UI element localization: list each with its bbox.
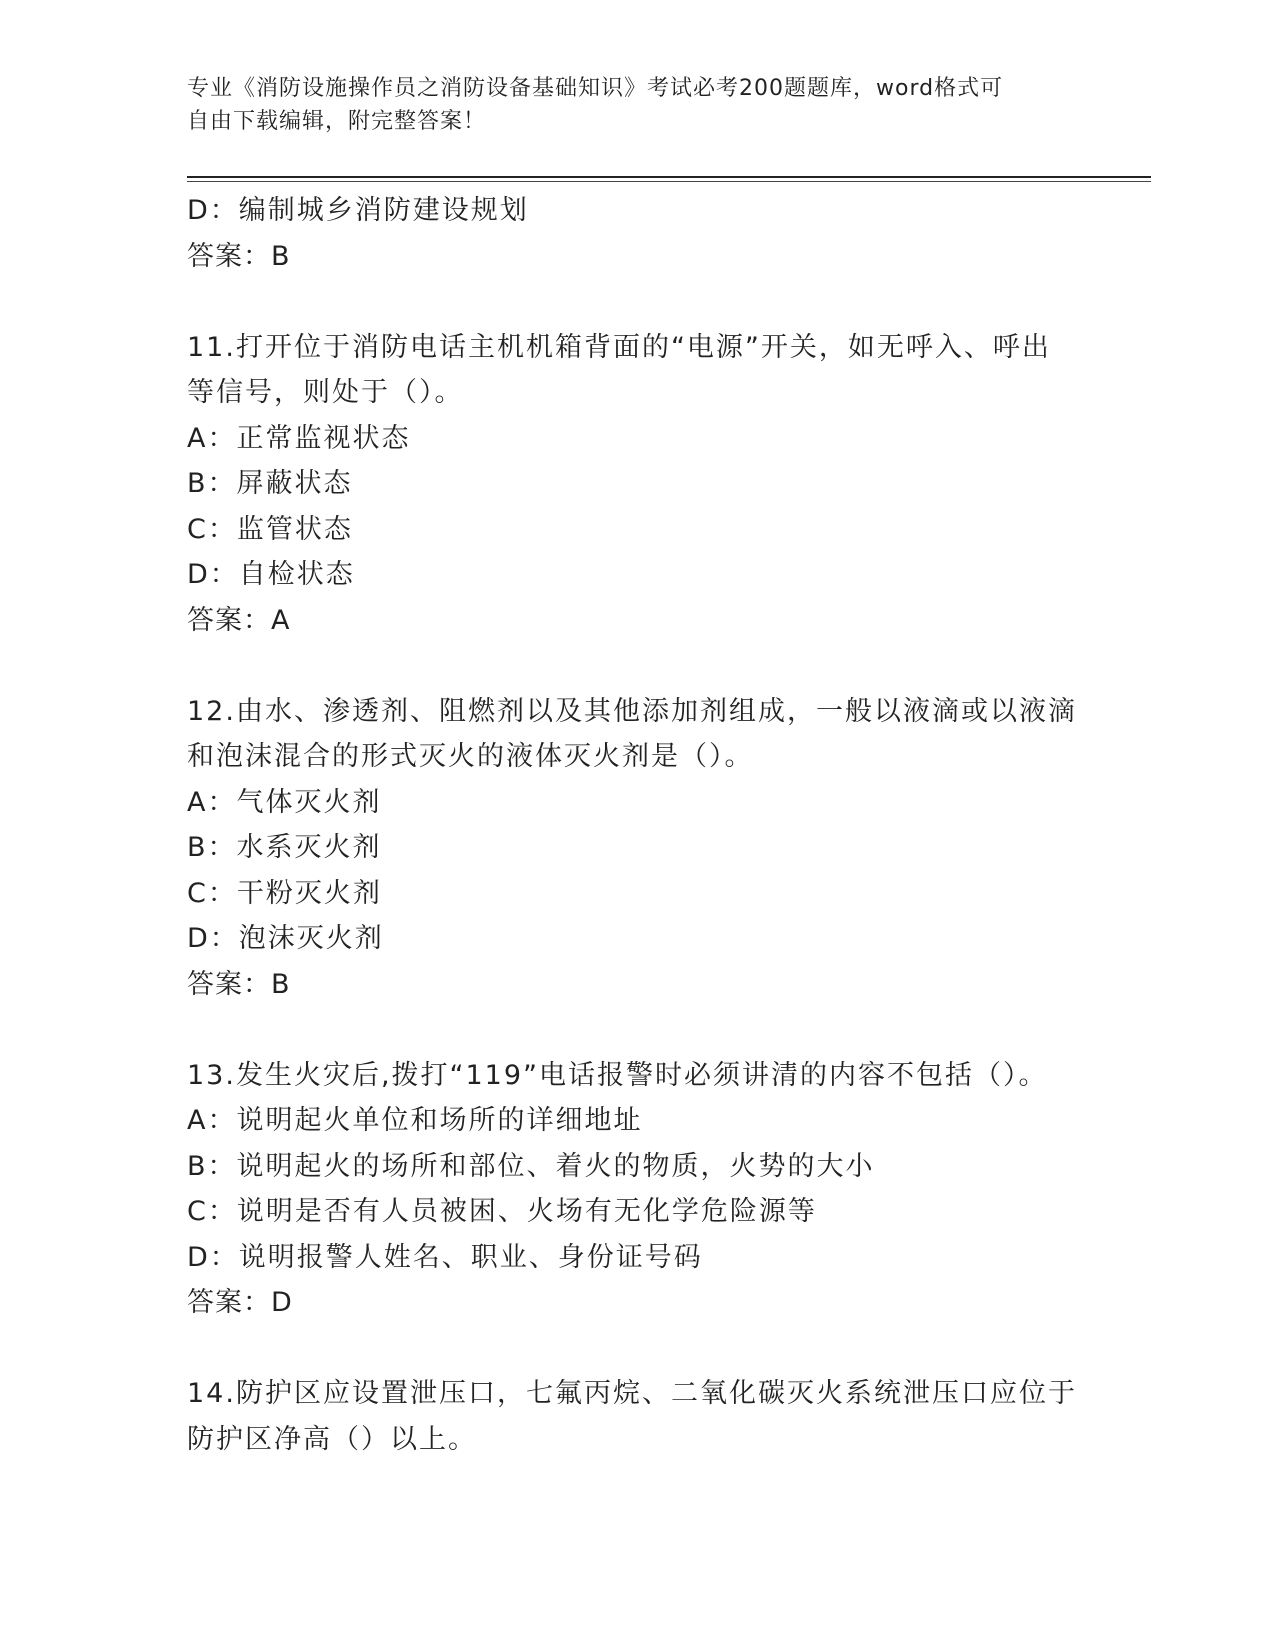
option-d: D：编制城乡消防建设规划 bbox=[187, 195, 529, 226]
question-stem: 12.由水、渗透剂、阻燃剂以及其他添加剂组成，一般以液滴或以液滴 bbox=[187, 695, 1077, 727]
spacer bbox=[187, 1007, 1087, 1053]
question-list bbox=[187, 188, 1087, 1462]
question-block bbox=[187, 1053, 1087, 1326]
question-stem: 和泡沫混合的形式灭火的液体灭火剂是（）。 bbox=[187, 741, 754, 772]
spacer bbox=[187, 643, 1087, 689]
answer-line: 答案：D bbox=[187, 1287, 293, 1318]
answer-line: 答案：B bbox=[187, 968, 291, 1000]
option-a: A：说明起火单位和场所的详细地址 bbox=[187, 1105, 643, 1136]
question-stem: 11.打开位于消防电话主机机箱背面的“电源”开关，如无呼入、呼出 bbox=[187, 331, 1051, 363]
option-a: A：气体灭火剂 bbox=[187, 786, 382, 818]
question-block bbox=[187, 325, 1087, 644]
option-c: C：干粉灭火剂 bbox=[187, 877, 382, 909]
option-d: D：泡沫灭火剂 bbox=[187, 923, 384, 954]
question-stem: 14.防护区应设置泄压口，七氟丙烷、二氧化碳灭火系统泄压口应位于 bbox=[187, 1378, 1077, 1409]
answer-line: 答案：B bbox=[187, 240, 291, 272]
question-block bbox=[187, 1371, 1087, 1462]
answer-line: 答案：A bbox=[187, 604, 291, 636]
header-line: 自由下载编辑，附完整答案！ bbox=[187, 109, 487, 134]
option-d: D：自检状态 bbox=[187, 559, 355, 590]
option-b: B：说明起火的场所和部位、着火的物质，火势的大小 bbox=[187, 1150, 875, 1182]
question-block bbox=[187, 689, 1087, 1008]
question-stem: 防护区净高（）以上。 bbox=[187, 1423, 477, 1455]
spacer bbox=[187, 279, 1087, 325]
option-b: B：屏蔽状态 bbox=[187, 468, 353, 499]
question-stem: 等信号，则处于（）。 bbox=[187, 377, 464, 408]
question-stem: 13.发生火灾后,拨打“119”电话报警时必须讲清的内容不包括（）。 bbox=[187, 1059, 1048, 1091]
option-d: D：说明报警人姓名、职业、身份证号码 bbox=[187, 1241, 703, 1273]
spacer bbox=[187, 1326, 1087, 1372]
document-header bbox=[187, 72, 1087, 138]
option-c: C：监管状态 bbox=[187, 513, 353, 545]
question-block bbox=[187, 188, 1087, 279]
option-a: A：正常监视状态 bbox=[187, 422, 411, 454]
option-c: C：说明是否有人员被困、火场有无化学危险源等 bbox=[187, 1196, 817, 1227]
header-divider-thin bbox=[187, 181, 1151, 182]
header-line: 专业《消防设施操作员之消防设备基础知识》考试必考200题题库，word格式可 bbox=[187, 76, 1004, 101]
option-b: B：水系灭火剂 bbox=[187, 832, 382, 863]
header-divider bbox=[187, 176, 1151, 178]
